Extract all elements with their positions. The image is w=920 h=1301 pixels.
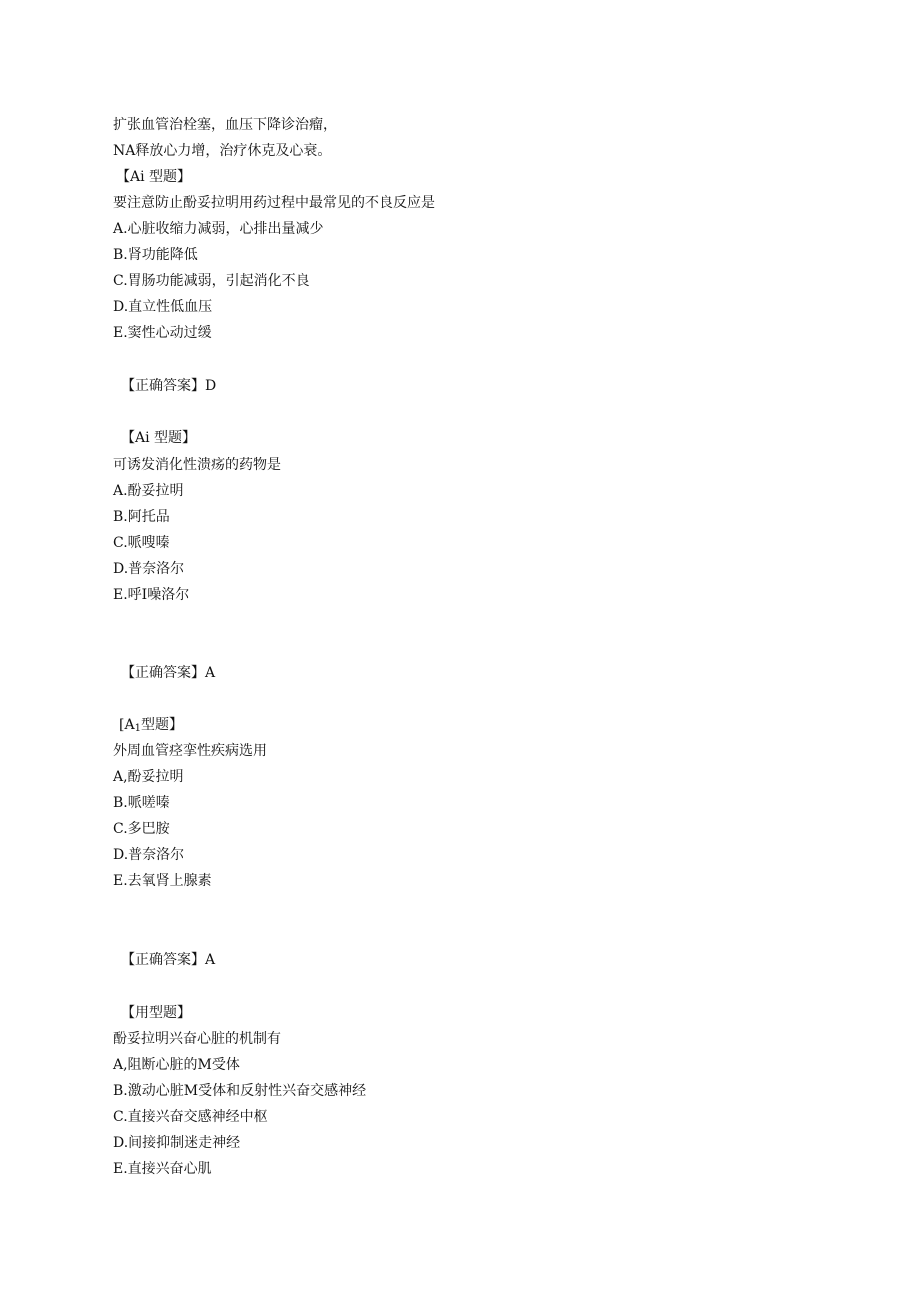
question-3-option-d: D.普奈洛尔	[113, 847, 185, 863]
question-1-type: 【Ai 型题】	[116, 169, 192, 185]
question-4-option-d: D.间接抑制迷走神经	[113, 1135, 241, 1151]
question-1-answer: 【正确答案】D	[121, 378, 217, 394]
question-1-option-c: C.胃肠功能减弱，引起消化不良	[113, 273, 310, 289]
question-2-option-e: E.呼I噪洛尔	[113, 587, 190, 603]
question-2-option-c: C.哌嗖嗪	[113, 535, 170, 551]
question-3-answer: 【正确答案】A	[121, 952, 216, 968]
question-3-type-suffix: 型题】	[140, 717, 183, 733]
question-2-option-d: D.普奈洛尔	[113, 561, 185, 577]
question-3-type-subscript: 1	[134, 723, 141, 734]
question-1-option-d: D.直立性低血压	[113, 299, 213, 315]
question-3-option-a: A,酚妥拉明	[113, 769, 184, 785]
question-2-stem: 可诱发消化性溃疡的药物是	[113, 457, 281, 473]
question-3-stem: 外周血管痉挛性疾病选用	[113, 743, 267, 759]
question-4-option-a: A,阻断心脏的M受体	[113, 1057, 240, 1073]
question-3-option-e: E.去氧肾上腺素	[113, 873, 212, 889]
question-3-type	[119, 716, 183, 734]
intro-line-1: 扩张血管治栓塞，血压下降诊治瘤，	[113, 117, 337, 133]
question-4-stem: 酚妥拉明兴奋心脏的机制有	[113, 1031, 281, 1047]
question-3-option-b: B.哌嗟嗪	[113, 795, 170, 811]
intro-line-2: NA释放心力增，治疗休克及心衰。	[113, 143, 332, 159]
question-2-option-a: A.酚妥拉明	[113, 483, 184, 499]
question-3-option-c: C.多巴胺	[113, 821, 170, 837]
question-3-type-prefix: [A	[119, 717, 135, 733]
question-4-option-c: C.直接兴奋交感神经中枢	[113, 1109, 268, 1125]
question-2-answer: 【正确答案】A	[121, 665, 216, 681]
question-1-option-a: A.心脏收缩力减弱，心排出量减少	[113, 221, 324, 237]
question-4-option-b: B.激动心脏M受体和反射性兴奋交感神经	[113, 1083, 367, 1099]
question-4-type: 【用型题】	[121, 1005, 191, 1021]
question-1-option-b: B.肾功能降低	[113, 247, 198, 263]
question-4-option-e: E.直接兴奋心肌	[113, 1161, 212, 1177]
question-2-type: 【Ai 型题】	[121, 430, 197, 446]
question-1-option-e: E.窦性心动过缓	[113, 325, 212, 341]
question-1-stem: 要注意防止酚妥拉明用药过程中最常见的不良反应是	[113, 195, 435, 211]
question-2-option-b: B.阿托品	[113, 509, 170, 525]
